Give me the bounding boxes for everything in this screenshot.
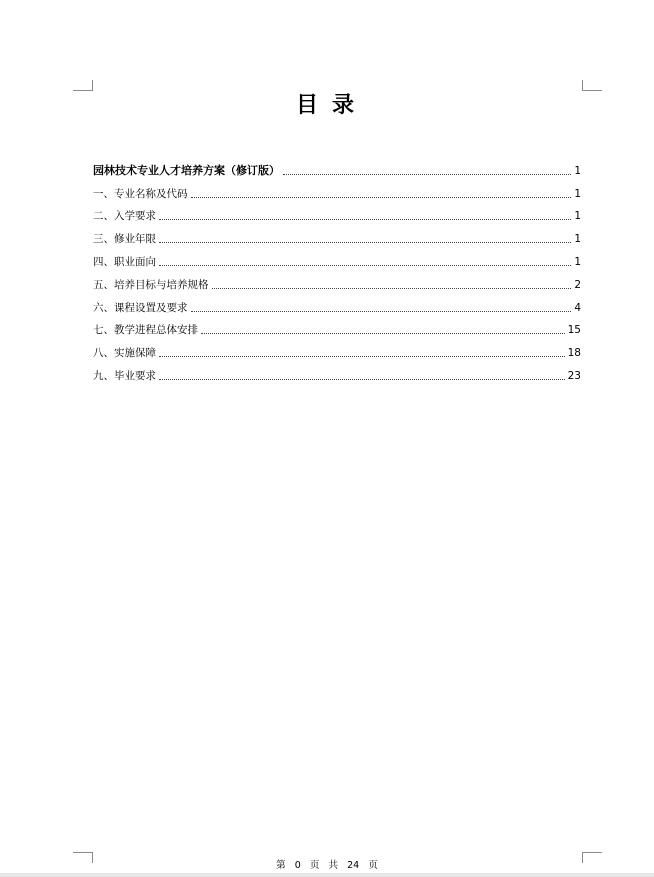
toc-entry[interactable] xyxy=(93,315,581,338)
toc-entry-label: 八、实施保障 xyxy=(93,347,156,360)
toc-leader-dots xyxy=(191,310,572,312)
toc-leader-dots xyxy=(159,218,571,220)
toc-entry-label: 三、修业年限 xyxy=(93,233,156,246)
toc-entry-label: 一、专业名称及代码 xyxy=(93,187,188,200)
footer-total-word: 共 xyxy=(328,860,339,871)
toc-entry-page: 1 xyxy=(574,233,581,246)
toc-entry[interactable] xyxy=(93,223,581,246)
toc-entry-label: 二、入学要求 xyxy=(93,210,156,223)
toc-entry[interactable] xyxy=(93,360,581,383)
toc-leader-dots xyxy=(283,173,571,175)
footer-suffix: 页 xyxy=(368,860,378,871)
footer-current-page: 0 xyxy=(294,860,301,871)
page-title: 目录 xyxy=(295,92,368,118)
toc-entry[interactable] xyxy=(93,246,581,269)
toc-entry[interactable] xyxy=(93,201,581,224)
footer-page-word: 页 xyxy=(309,860,320,871)
footer-total-pages: 24 xyxy=(347,860,360,871)
toc-entry-page: 18 xyxy=(567,347,581,360)
toc-entry-label: 七、教学进程总体安排 xyxy=(93,324,198,337)
toc-leader-dots xyxy=(159,264,571,266)
toc-entry-label: 六、课程设置及要求 xyxy=(93,301,188,314)
toc-leader-dots xyxy=(201,332,565,334)
toc-entry[interactable] xyxy=(93,155,581,178)
toc-entry-page: 1 xyxy=(574,210,581,223)
toc-entry[interactable] xyxy=(93,178,581,201)
toc-leader-dots xyxy=(191,196,572,198)
table-of-contents xyxy=(93,155,581,383)
toc-entry[interactable] xyxy=(93,337,581,360)
toc-leader-dots xyxy=(159,355,565,357)
toc-entry-page: 1 xyxy=(574,255,581,268)
toc-leader-dots xyxy=(159,241,571,243)
toc-entry-label: 园林技术专业人才培养方案（修订版） xyxy=(93,163,280,177)
toc-entry-page: 2 xyxy=(574,278,581,291)
toc-leader-dots xyxy=(159,378,565,380)
footer-prefix: 第 xyxy=(276,860,286,871)
toc-entry[interactable] xyxy=(93,269,581,292)
toc-entry-page: 1 xyxy=(574,187,581,200)
toc-entry-label: 五、培养目标与培养规格 xyxy=(93,278,209,291)
page-bottom-edge xyxy=(0,873,654,877)
page-footer xyxy=(0,860,654,872)
toc-entry[interactable] xyxy=(93,292,581,315)
toc-entry-page: 1 xyxy=(574,164,581,177)
toc-entry-page: 15 xyxy=(567,324,581,337)
toc-entry-page: 4 xyxy=(574,301,581,314)
toc-entry-label: 九、毕业要求 xyxy=(93,369,156,382)
toc-entry-label: 四、职业面向 xyxy=(93,255,156,268)
toc-entry-page: 23 xyxy=(567,369,581,382)
toc-leader-dots xyxy=(212,287,572,289)
